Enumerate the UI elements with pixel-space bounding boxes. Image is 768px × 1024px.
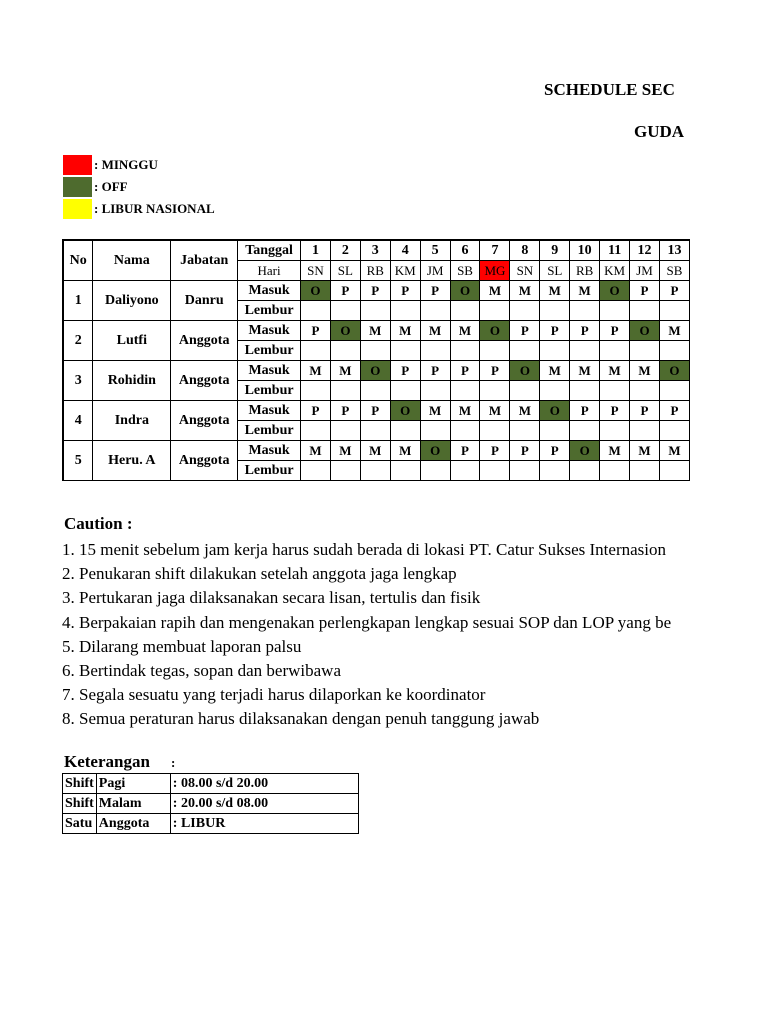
overtime-cell: [570, 421, 600, 441]
keterangan-cell: Anggota: [96, 814, 170, 834]
staff-jabatan: Anggota: [171, 321, 238, 361]
keterangan-row: [63, 794, 359, 814]
shift-cell: O: [510, 361, 540, 381]
date-cell: 5: [420, 240, 450, 261]
keterangan-cell: Satu: [63, 814, 97, 834]
shift-cell: P: [330, 401, 360, 421]
shift-cell: M: [450, 401, 480, 421]
overtime-cell: [659, 301, 689, 321]
shift-cell: P: [390, 361, 420, 381]
shift-cell: M: [630, 441, 660, 461]
staff-no: 2: [63, 321, 93, 361]
shift-cell: P: [630, 401, 660, 421]
shift-cell: P: [510, 441, 540, 461]
overtime-cell: [600, 461, 630, 481]
overtime-cell: [510, 381, 540, 401]
staff-row-masuk: [63, 361, 690, 381]
shift-cell: P: [450, 361, 480, 381]
legend-label: : MINGGU: [94, 157, 158, 172]
keterangan-cell: Malam: [96, 794, 170, 814]
keterangan-cell: Shift: [63, 794, 97, 814]
staff-no: 4: [63, 401, 93, 441]
shift-cell: O: [360, 361, 390, 381]
shift-cell: M: [390, 441, 420, 461]
day-cell: SL: [540, 261, 570, 281]
shift-cell: M: [540, 281, 570, 301]
lembur-label: Lembur: [238, 301, 301, 321]
overtime-cell: [540, 381, 570, 401]
staff-name: Lutfi: [93, 321, 171, 361]
shift-cell: M: [330, 441, 360, 461]
overtime-cell: [390, 381, 420, 401]
date-cell: 13: [659, 240, 689, 261]
date-cell: 6: [450, 240, 480, 261]
shift-cell: M: [510, 281, 540, 301]
caution-item: 7. Segala sesuatu yang terjadi harus dilaporkan ke koordinator: [62, 685, 486, 705]
overtime-cell: [570, 381, 600, 401]
masuk-label: Masuk: [238, 401, 301, 421]
lembur-label: Lembur: [238, 461, 301, 481]
keterangan-title: Keterangan: [64, 752, 150, 771]
shift-cell: M: [301, 441, 331, 461]
date-cell: 2: [330, 240, 360, 261]
caution-list: [62, 538, 671, 732]
overtime-cell: [450, 381, 480, 401]
legend-item-libur: [63, 199, 215, 219]
page-title: SCHEDULE SEC: [544, 80, 675, 99]
shift-cell: M: [390, 321, 420, 341]
shift-cell: O: [450, 281, 480, 301]
overtime-cell: [480, 301, 510, 321]
lembur-label: Lembur: [238, 341, 301, 361]
shift-cell: O: [330, 321, 360, 341]
shift-cell: O: [630, 321, 660, 341]
staff-jabatan: Anggota: [171, 401, 238, 441]
staff-no: 3: [63, 361, 93, 401]
overtime-cell: [510, 461, 540, 481]
date-cell: 11: [600, 240, 630, 261]
overtime-cell: [570, 341, 600, 361]
legend-swatch-green: [63, 177, 92, 197]
overtime-cell: [480, 421, 510, 441]
overtime-cell: [630, 301, 660, 321]
shift-cell: O: [659, 361, 689, 381]
staff-row-masuk: [63, 401, 690, 421]
overtime-cell: [570, 301, 600, 321]
staff-name: Daliyono: [93, 281, 171, 321]
shift-cell: P: [450, 441, 480, 461]
shift-cell: P: [659, 281, 689, 301]
shift-cell: O: [480, 321, 510, 341]
shift-cell: P: [330, 281, 360, 301]
overtime-cell: [600, 421, 630, 441]
masuk-label: Masuk: [238, 361, 301, 381]
overtime-cell: [630, 421, 660, 441]
staff-no: 5: [63, 441, 93, 481]
caution-item: 1. 15 menit sebelum jam kerja harus sudah berada di lokasi PT. Catur Sukses Internasion: [62, 540, 666, 559]
shift-cell: P: [570, 401, 600, 421]
staff-name: Rohidin: [93, 361, 171, 401]
date-cell: 8: [510, 240, 540, 261]
overtime-cell: [659, 421, 689, 441]
overtime-cell: [330, 421, 360, 441]
caution-item: 5. Dilarang membuat laporan palsu: [62, 636, 302, 656]
overtime-cell: [450, 301, 480, 321]
shift-cell: P: [630, 281, 660, 301]
shift-cell: P: [360, 281, 390, 301]
masuk-label: Masuk: [238, 441, 301, 461]
staff-jabatan: Anggota: [171, 441, 238, 481]
overtime-cell: [301, 461, 331, 481]
caution-item: 6. Bertindak tegas, sopan dan berwibawa: [62, 660, 341, 680]
date-cell: 9: [540, 240, 570, 261]
keterangan-cell: : LIBUR: [170, 814, 358, 834]
overtime-cell: [330, 301, 360, 321]
legend-item-minggu: [63, 155, 158, 175]
shift-cell: P: [420, 361, 450, 381]
overtime-cell: [450, 461, 480, 481]
day-cell: JM: [630, 261, 660, 281]
keterangan-row: [63, 774, 359, 794]
day-cell: RB: [570, 261, 600, 281]
shift-cell: M: [600, 441, 630, 461]
shift-cell: M: [330, 361, 360, 381]
keterangan-row: [63, 814, 359, 834]
overtime-cell: [630, 341, 660, 361]
overtime-cell: [301, 301, 331, 321]
overtime-cell: [480, 381, 510, 401]
shift-cell: M: [570, 281, 600, 301]
shift-cell: M: [630, 361, 660, 381]
staff-row-masuk: [63, 441, 690, 461]
overtime-cell: [510, 341, 540, 361]
caution-item: 2. Penukaran shift dilakukan setelah anggota jaga lengkap: [62, 564, 457, 584]
lembur-label: Lembur: [238, 421, 301, 441]
overtime-cell: [659, 341, 689, 361]
shift-cell: P: [600, 321, 630, 341]
shift-cell: M: [420, 321, 450, 341]
overtime-cell: [510, 421, 540, 441]
overtime-cell: [390, 341, 420, 361]
overtime-cell: [330, 341, 360, 361]
shift-cell: P: [659, 401, 689, 421]
overtime-cell: [540, 301, 570, 321]
overtime-cell: [360, 461, 390, 481]
keterangan-cell: Shift: [63, 774, 97, 794]
day-cell: KM: [390, 261, 420, 281]
overtime-cell: [301, 381, 331, 401]
shift-cell: M: [659, 441, 689, 461]
caution-item: 8. Semua peraturan harus dilaksanakan dengan penuh tanggung jawab: [62, 709, 540, 729]
shift-cell: M: [510, 401, 540, 421]
shift-cell: M: [360, 321, 390, 341]
shift-cell: P: [540, 441, 570, 461]
shift-cell: P: [301, 321, 331, 341]
day-cell: SB: [659, 261, 689, 281]
overtime-cell: [360, 421, 390, 441]
shift-cell: P: [480, 361, 510, 381]
page-subtitle: GUDA: [634, 122, 685, 141]
overtime-cell: [630, 461, 660, 481]
date-cell: 4: [390, 240, 420, 261]
overtime-cell: [480, 461, 510, 481]
staff-name: Indra: [93, 401, 171, 441]
overtime-cell: [450, 421, 480, 441]
caution-item: 4. Berpakaian rapih dan mengenakan perlengkapan lengkap sesuai SOP dan LOP yang be: [62, 612, 672, 632]
col-nama-header: Nama: [93, 240, 171, 281]
date-cell: 7: [480, 240, 510, 261]
col-no-header: No: [63, 240, 93, 281]
lembur-label: Lembur: [238, 381, 301, 401]
shift-cell: M: [540, 361, 570, 381]
date-cell: 1: [301, 240, 331, 261]
overtime-cell: [420, 421, 450, 441]
day-cell: MG: [480, 261, 510, 281]
legend-label: : OFF: [94, 179, 128, 194]
shift-cell: O: [420, 441, 450, 461]
shift-cell: P: [510, 321, 540, 341]
legend-swatch-red: [63, 155, 92, 175]
shift-cell: M: [301, 361, 331, 381]
masuk-label: Masuk: [238, 321, 301, 341]
overtime-cell: [301, 421, 331, 441]
shift-cell: O: [301, 281, 331, 301]
overtime-cell: [390, 301, 420, 321]
shift-cell: M: [659, 321, 689, 341]
header-row-dates: [63, 240, 690, 261]
keterangan-cell: : 08.00 s/d 20.00: [170, 774, 358, 794]
day-cell: SB: [450, 261, 480, 281]
overtime-cell: [390, 461, 420, 481]
day-cell: JM: [420, 261, 450, 281]
overtime-cell: [360, 341, 390, 361]
overtime-cell: [600, 381, 630, 401]
tanggal-label: Tanggal: [238, 240, 301, 261]
overtime-cell: [420, 341, 450, 361]
shift-cell: P: [301, 401, 331, 421]
staff-row-masuk: [63, 281, 690, 301]
col-jabatan-header: Jabatan: [171, 240, 238, 281]
overtime-cell: [420, 461, 450, 481]
overtime-cell: [630, 381, 660, 401]
hari-label: Hari: [238, 261, 301, 281]
schedule-table: [62, 239, 690, 481]
date-cell: 12: [630, 240, 660, 261]
keterangan-colon: :: [171, 755, 176, 770]
staff-name: Heru. A: [93, 441, 171, 481]
day-cell: SL: [330, 261, 360, 281]
caution-item: 3. Pertukaran jaga dilaksanakan secara lisan, tertulis dan fisik: [62, 588, 481, 608]
overtime-cell: [600, 301, 630, 321]
shift-cell: O: [570, 441, 600, 461]
staff-jabatan: Anggota: [171, 361, 238, 401]
shift-cell: P: [570, 321, 600, 341]
keterangan-cell: Pagi: [96, 774, 170, 794]
shift-cell: M: [480, 281, 510, 301]
day-cell: KM: [600, 261, 630, 281]
overtime-cell: [390, 421, 420, 441]
shift-cell: P: [480, 441, 510, 461]
caution-title: Caution :: [64, 514, 133, 533]
shift-cell: O: [540, 401, 570, 421]
shift-cell: M: [600, 361, 630, 381]
shift-cell: M: [570, 361, 600, 381]
staff-row-masuk: [63, 321, 690, 341]
legend-swatch-yellow: [63, 199, 92, 219]
overtime-cell: [301, 341, 331, 361]
keterangan-cell: : 20.00 s/d 08.00: [170, 794, 358, 814]
shift-cell: P: [540, 321, 570, 341]
shift-cell: P: [600, 401, 630, 421]
overtime-cell: [330, 381, 360, 401]
date-cell: 10: [570, 240, 600, 261]
shift-cell: P: [390, 281, 420, 301]
overtime-cell: [480, 341, 510, 361]
shift-cell: P: [420, 281, 450, 301]
overtime-cell: [510, 301, 540, 321]
keterangan-table: [62, 773, 359, 834]
shift-cell: M: [360, 441, 390, 461]
overtime-cell: [360, 301, 390, 321]
staff-jabatan: Danru: [171, 281, 238, 321]
day-cell: RB: [360, 261, 390, 281]
overtime-cell: [360, 381, 390, 401]
overtime-cell: [540, 461, 570, 481]
overtime-cell: [450, 341, 480, 361]
overtime-cell: [570, 461, 600, 481]
overtime-cell: [659, 381, 689, 401]
legend-label: : LIBUR NASIONAL: [94, 201, 215, 216]
legend-item-off: [63, 177, 128, 197]
shift-cell: P: [360, 401, 390, 421]
day-cell: SN: [510, 261, 540, 281]
shift-cell: M: [480, 401, 510, 421]
overtime-cell: [540, 421, 570, 441]
overtime-cell: [659, 461, 689, 481]
date-cell: 3: [360, 240, 390, 261]
day-cell: SN: [301, 261, 331, 281]
shift-cell: O: [600, 281, 630, 301]
overtime-cell: [420, 301, 450, 321]
shift-cell: O: [390, 401, 420, 421]
shift-cell: M: [420, 401, 450, 421]
overtime-cell: [420, 381, 450, 401]
masuk-label: Masuk: [238, 281, 301, 301]
shift-cell: M: [450, 321, 480, 341]
overtime-cell: [600, 341, 630, 361]
staff-no: 1: [63, 281, 93, 321]
overtime-cell: [330, 461, 360, 481]
overtime-cell: [540, 341, 570, 361]
